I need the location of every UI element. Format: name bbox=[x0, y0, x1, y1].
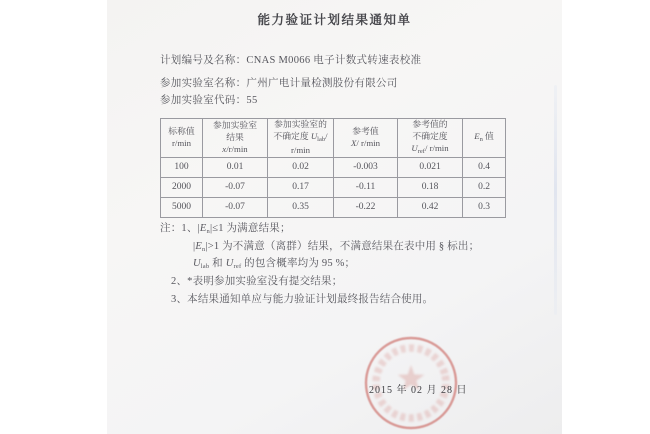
cell: -0.11 bbox=[334, 177, 398, 197]
document-page bbox=[107, 0, 562, 434]
cell: 0.17 bbox=[268, 177, 334, 197]
cell: 0.4 bbox=[463, 157, 506, 177]
col-header-lab-result: 参加实验室 结果 x/r/min bbox=[203, 119, 268, 158]
lab-name-value: 广州广电计量检测股份有限公司 bbox=[246, 78, 398, 89]
cell: 0.3 bbox=[463, 197, 506, 217]
note-line-4: 2、*表明参加实验室没有提交结果； bbox=[171, 276, 343, 287]
note-line-2: $|E_n|>1$ 为不满意（离群）结果，不满意结果在表中用 § 标出； bbox=[193, 241, 480, 253]
cell: 0.2 bbox=[463, 177, 506, 197]
lab-name-line bbox=[160, 75, 398, 90]
cell: -0.003 bbox=[334, 157, 398, 177]
page-title: 能力验证计划结果通知单 bbox=[257, 13, 412, 27]
table-header-row bbox=[161, 119, 506, 158]
note-line-5: 3、本结果通知单应与能力验证计划最终报告结合使用。 bbox=[171, 294, 434, 305]
cell: 0.02 bbox=[268, 157, 334, 177]
plan-number-line bbox=[160, 52, 421, 67]
cell: 0.35 bbox=[268, 197, 334, 217]
plan-number-label: 计划编号及名称： bbox=[160, 55, 247, 66]
cell: 5000 bbox=[161, 197, 203, 217]
stamp-date: 2015 年 02 月 28 日 bbox=[369, 385, 468, 396]
table-row bbox=[161, 197, 506, 217]
col-header-reference-value: 参考值 X/ r/min bbox=[334, 119, 398, 158]
cell: 0.01 bbox=[203, 157, 268, 177]
col-header-lab-uncertainty: 参加实验室的 不确定度 $U_{lab}/$ r/min bbox=[268, 119, 334, 158]
col-header-reference-uncertainty: 参考值的 不确定度 $U_{ref}/$ r/min bbox=[398, 119, 463, 158]
lab-code-value: 55 bbox=[246, 95, 258, 106]
lab-code-line bbox=[160, 92, 258, 107]
note-line-3: $U_{lab}$ 和 $U_{ref}$ 的包含概率均为 95 %； bbox=[193, 258, 356, 270]
cell: 0.021 bbox=[398, 157, 463, 177]
lab-code-label: 参加实验室代码： bbox=[160, 95, 247, 106]
lab-name-label: 参加实验室名称： bbox=[160, 78, 247, 89]
cell: -0.07 bbox=[203, 177, 268, 197]
cell: -0.22 bbox=[334, 197, 398, 217]
note-line-1: 注：1、$|E_n|\le 1$ 为满意结果； bbox=[160, 223, 291, 235]
table-row bbox=[161, 177, 506, 197]
table-row bbox=[161, 157, 506, 177]
plan-number-value: CNAS M0066 电子计数式转速表校准 bbox=[246, 55, 422, 66]
cell: -0.07 bbox=[203, 197, 268, 217]
cell: 0.42 bbox=[398, 197, 463, 217]
col-header-en-value: $E_n$ 值 bbox=[463, 119, 506, 158]
cell: 2000 bbox=[161, 177, 203, 197]
results-table bbox=[160, 118, 506, 218]
cell: 0.18 bbox=[398, 177, 463, 197]
cell: 100 bbox=[161, 157, 203, 177]
col-header-nominal-value: 标称值 r/min bbox=[161, 119, 203, 158]
